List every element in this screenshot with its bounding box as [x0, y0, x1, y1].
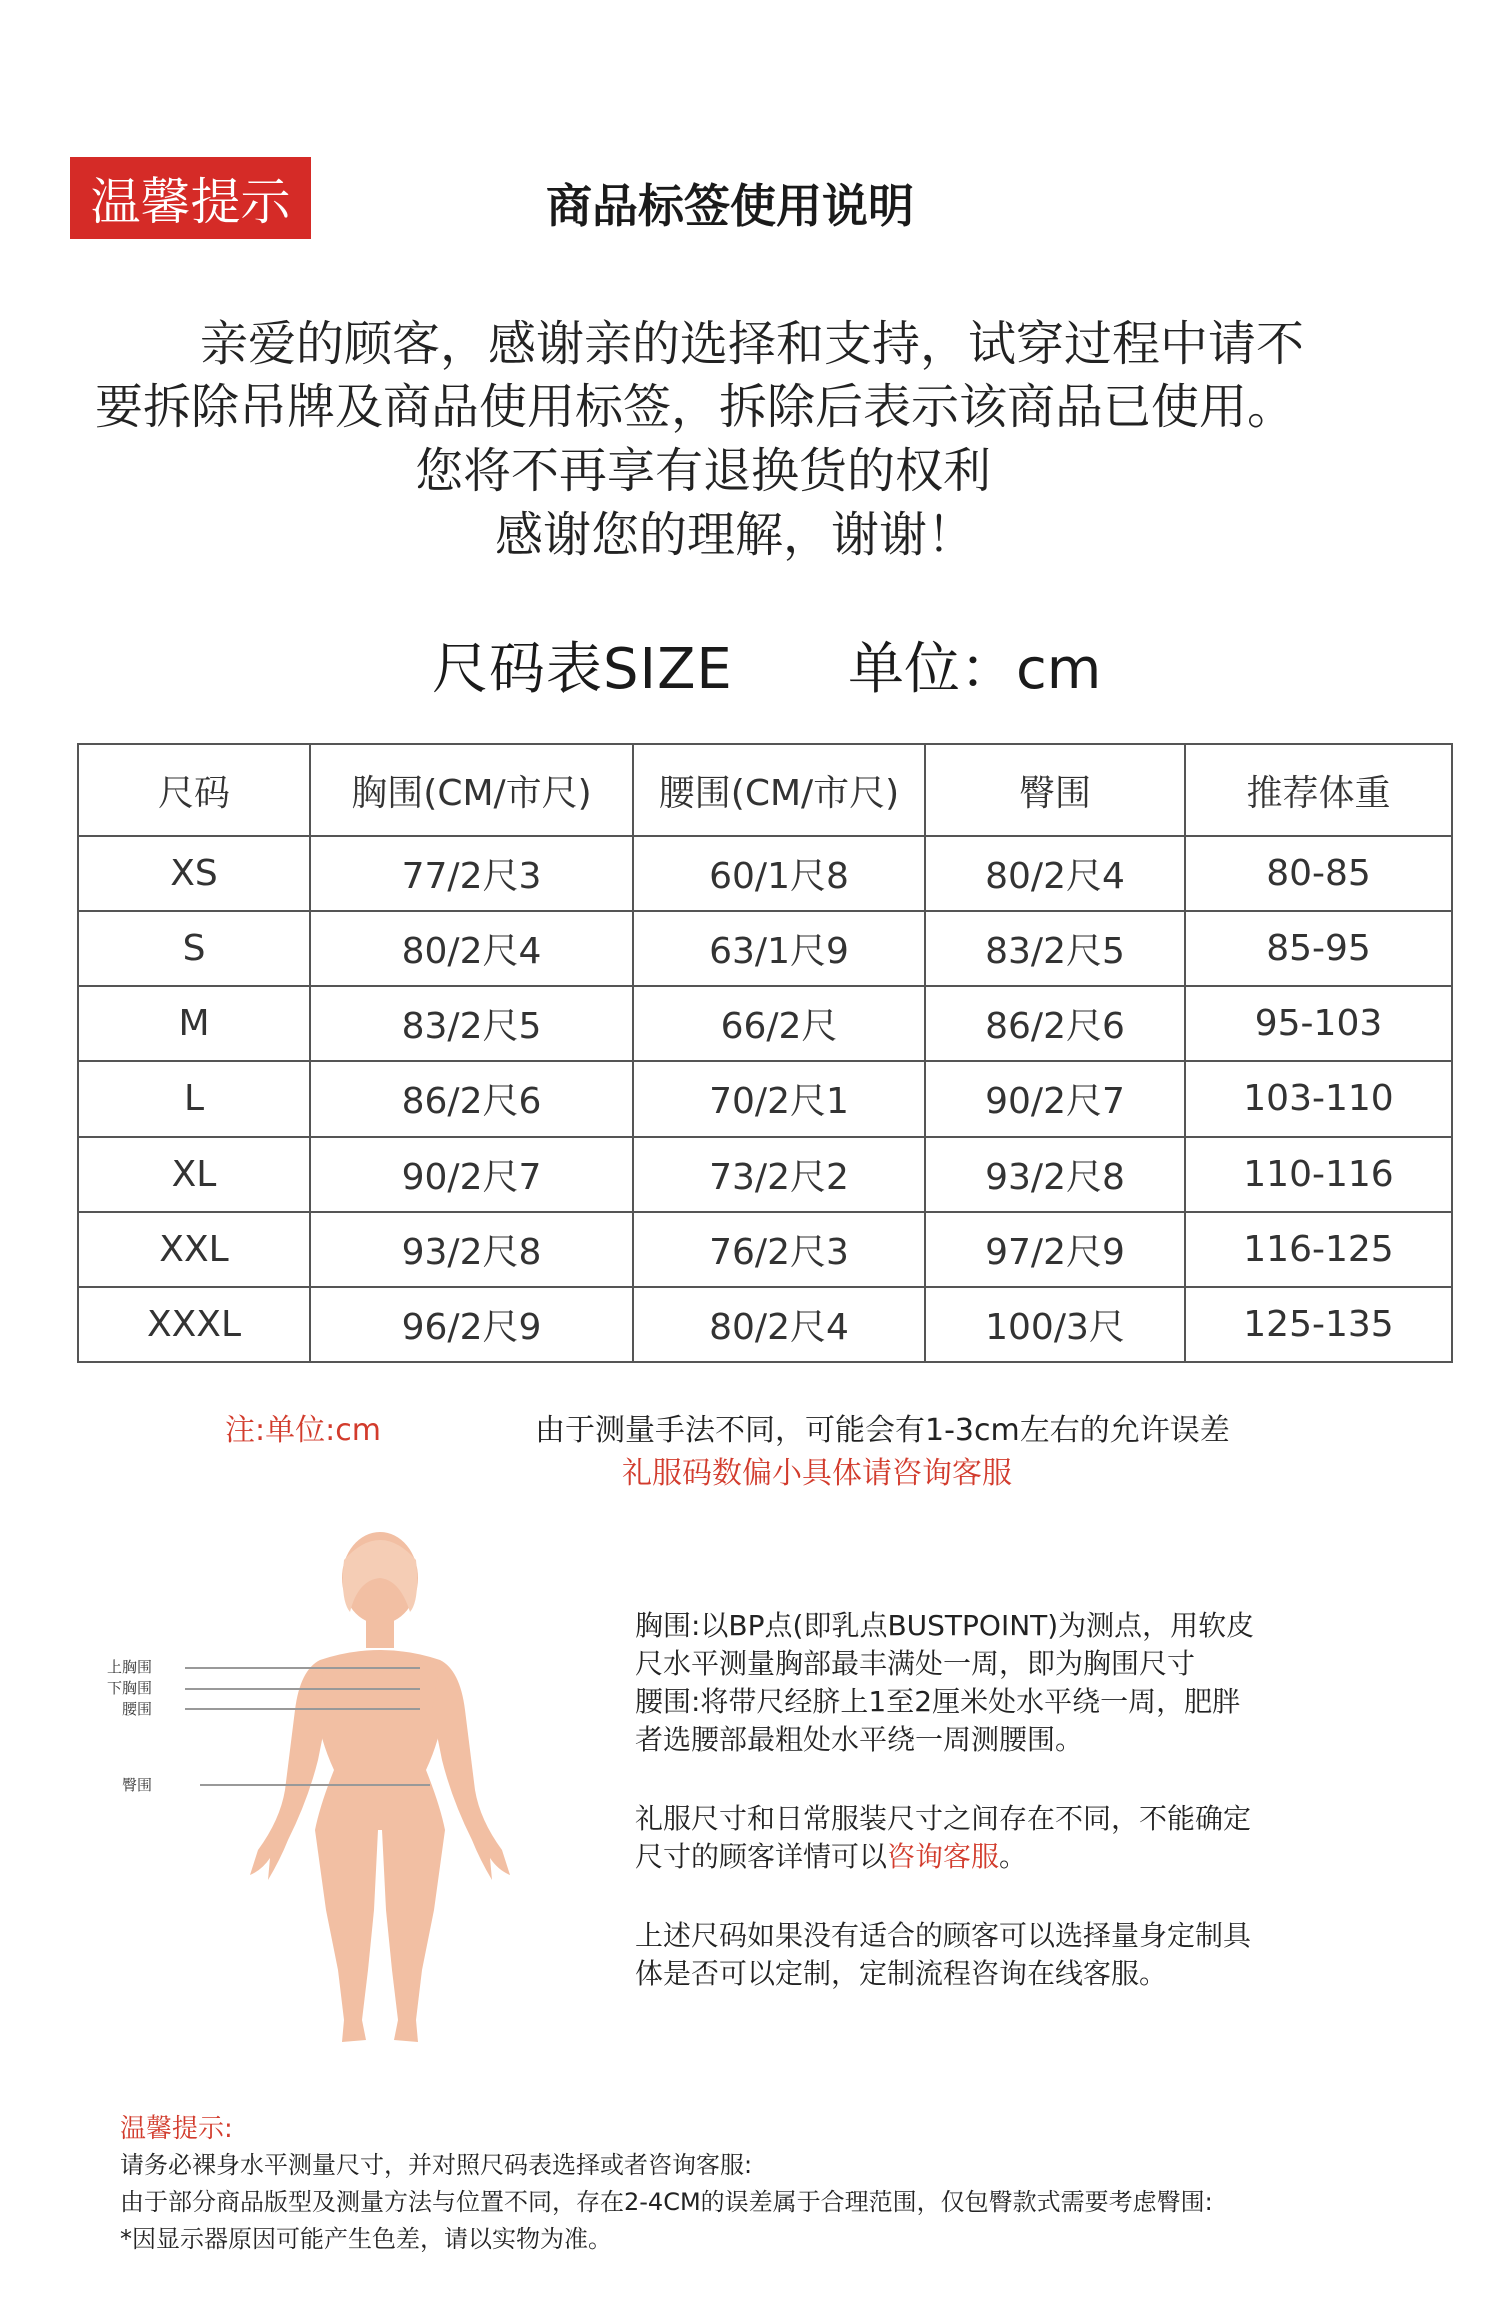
column-header: 腰围(CM/市尺)	[633, 744, 925, 836]
table-header-row	[78, 744, 1452, 836]
table-row	[78, 836, 1452, 911]
under-bust-line	[185, 1688, 420, 1690]
waist-cell: 60/1尺8	[633, 836, 925, 911]
notice-badge: 温馨提示	[70, 157, 311, 239]
waist-cell: 63/1尺9	[633, 911, 925, 986]
dress-size-text-1: 礼服尺寸和日常服装尺寸之间存在不同，不能确定	[635, 1802, 1252, 1835]
size-table	[77, 743, 1453, 1363]
body-figure	[240, 1530, 520, 2050]
bust-cell: 77/2尺3	[310, 836, 633, 911]
waist-cell: 70/2尺1	[633, 1061, 925, 1136]
hip-line	[200, 1784, 430, 1786]
footer-line-3: *因显示器原因可能产生色差，请以实物为准。	[120, 2225, 612, 2253]
size-cell: XXXL	[78, 1287, 310, 1362]
column-header: 臀围	[925, 744, 1185, 836]
column-header: 胸围(CM/市尺)	[310, 744, 633, 836]
size-cell: M	[78, 986, 310, 1061]
table-row	[78, 911, 1452, 986]
bust-cell: 90/2尺7	[310, 1137, 633, 1212]
upper-bust-label: 上胸围	[106, 1658, 152, 1676]
waist-cell: 66/2尺	[633, 986, 925, 1061]
size-cell: XXL	[78, 1212, 310, 1287]
table-row	[78, 1287, 1452, 1362]
weight-cell: 80-85	[1185, 836, 1452, 911]
size-cell: XL	[78, 1137, 310, 1212]
unit-note: 注:单位:cm	[225, 1413, 381, 1448]
size-chart-heading: 尺码表SIZE	[432, 637, 733, 702]
weight-cell: 110-116	[1185, 1137, 1452, 1212]
dress-size-note: 礼服码数偏小具体请咨询客服	[622, 1456, 1012, 1491]
weight-cell: 103-110	[1185, 1061, 1452, 1136]
bust-cell: 93/2尺8	[310, 1212, 633, 1287]
hip-cell: 90/2尺7	[925, 1061, 1185, 1136]
waist-instruction-2: 者选腰部最粗处水平绕一周测腰围。	[635, 1723, 1084, 1756]
error-note: 由于测量手法不同，可能会有1-3cm左右的允许误差	[535, 1413, 1230, 1448]
table-row	[78, 1061, 1452, 1136]
custom-size-text-2: 体是否可以定制，定制流程咨询在线客服。	[635, 1957, 1168, 1990]
intro-line-2: 要拆除吊牌及商品使用标签，拆除后表示该商品已使用。	[95, 379, 1296, 435]
column-header: 推荐体重	[1185, 744, 1452, 836]
table-row	[78, 1137, 1452, 1212]
unit-heading: 单位：cm	[848, 637, 1102, 702]
footer-line-2: 由于部分商品版型及测量方法与位置不同，存在2-4CM的误差属于合理范围，仅包臀款式需要考虑臀围:	[120, 2188, 1213, 2216]
hip-cell: 97/2尺9	[925, 1212, 1185, 1287]
weight-cell: 125-135	[1185, 1287, 1452, 1362]
contact-service-link[interactable]: 咨询客服	[887, 1840, 1000, 1873]
weight-cell: 85-95	[1185, 911, 1452, 986]
intro-line-3: 您将不再享有退换货的权利	[415, 443, 992, 499]
custom-size-text-1: 上述尺码如果没有适合的顾客可以选择量身定制具	[635, 1919, 1252, 1952]
document-title: 商品标签使用说明	[546, 179, 914, 233]
intro-line-4: 感谢您的理解，谢谢！	[495, 507, 976, 563]
size-cell: S	[78, 911, 310, 986]
weight-cell: 116-125	[1185, 1212, 1452, 1287]
upper-bust-line	[185, 1667, 420, 1669]
dress-size-text-lead: 尺寸的顾客详情可以	[635, 1840, 888, 1873]
size-cell: L	[78, 1061, 310, 1136]
dress-size-text-2	[635, 1838, 1027, 1876]
waist-cell: 80/2尺4	[633, 1287, 925, 1362]
bust-cell: 83/2尺5	[310, 986, 633, 1061]
waist-instruction-1: 腰围:将带尺经脐上1至2厘米处水平绕一周，肥胖	[635, 1685, 1241, 1718]
hip-cell: 100/3尺	[925, 1287, 1185, 1362]
bust-cell: 96/2尺9	[310, 1287, 633, 1362]
hip-label: 臀围	[121, 1776, 152, 1794]
bust-instruction-2: 尺水平测量胸部最丰满处一周，即为胸围尺寸	[635, 1647, 1196, 1680]
waist-cell: 76/2尺3	[633, 1212, 925, 1287]
table-row	[78, 986, 1452, 1061]
footer-line-1: 请务必裸身水平测量尺寸，并对照尺码表选择或者咨询客服:	[120, 2151, 753, 2179]
hip-cell: 93/2尺8	[925, 1137, 1185, 1212]
bust-cell: 86/2尺6	[310, 1061, 633, 1136]
hip-cell: 83/2尺5	[925, 911, 1185, 986]
column-header: 尺码	[78, 744, 310, 836]
size-cell: XS	[78, 836, 310, 911]
weight-cell: 95-103	[1185, 986, 1452, 1061]
bust-cell: 80/2尺4	[310, 911, 633, 986]
intro-line-1: 亲爱的顾客，感谢亲的选择和支持，试穿过程中请不	[200, 316, 1305, 372]
waist-label: 腰围	[121, 1700, 152, 1718]
footer-title: 温馨提示:	[120, 2114, 233, 2144]
hip-cell: 86/2尺6	[925, 986, 1185, 1061]
under-bust-label: 下胸围	[106, 1679, 152, 1697]
bust-instruction-1: 胸围:以BP点(即乳点BUSTPOINT)为测点，用软皮	[635, 1609, 1255, 1642]
table-row	[78, 1212, 1452, 1287]
dress-size-text-end: 。	[999, 1840, 1028, 1873]
waist-cell: 73/2尺2	[633, 1137, 925, 1212]
waist-line	[185, 1708, 420, 1710]
hip-cell: 80/2尺4	[925, 836, 1185, 911]
